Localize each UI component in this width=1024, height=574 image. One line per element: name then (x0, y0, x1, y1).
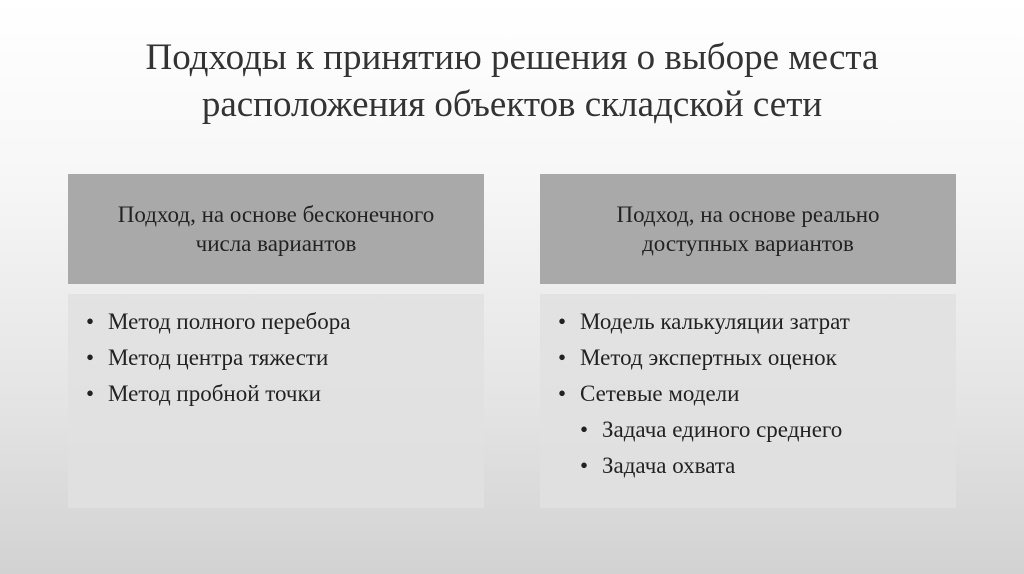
approach-available-header-text: Подход, на основе реально доступных вариантов (616, 202, 880, 256)
sub-list-item: • Задача охвата (554, 448, 942, 484)
sub-list-item: • Задача единого среднего (554, 412, 942, 448)
list-item: • Метод полного перебора (82, 304, 470, 340)
approach-available-list (554, 304, 942, 412)
list-item: • Модель калькуляции затрат (554, 304, 942, 340)
network-models-sublist (554, 412, 942, 484)
approach-infinite-header (68, 174, 484, 284)
approach-available-column (540, 174, 956, 508)
slide-title: Подходы к принятию решения о выборе места расположения объектов складской сети (145, 37, 879, 125)
list-item: • Метод экспертных оценок (554, 340, 942, 376)
approach-infinite-column (68, 174, 484, 508)
approach-available-body (540, 294, 956, 508)
list-item: • Сетевые модели (554, 376, 942, 412)
approach-infinite-header-text: Подход, на основе бесконечного числа вариантов (117, 202, 435, 256)
approach-infinite-list (82, 304, 470, 412)
approach-available-header (540, 174, 956, 284)
list-item: • Метод пробной точки (82, 376, 470, 412)
approach-infinite-body (68, 294, 484, 508)
list-item: • Метод центра тяжести (82, 340, 470, 376)
